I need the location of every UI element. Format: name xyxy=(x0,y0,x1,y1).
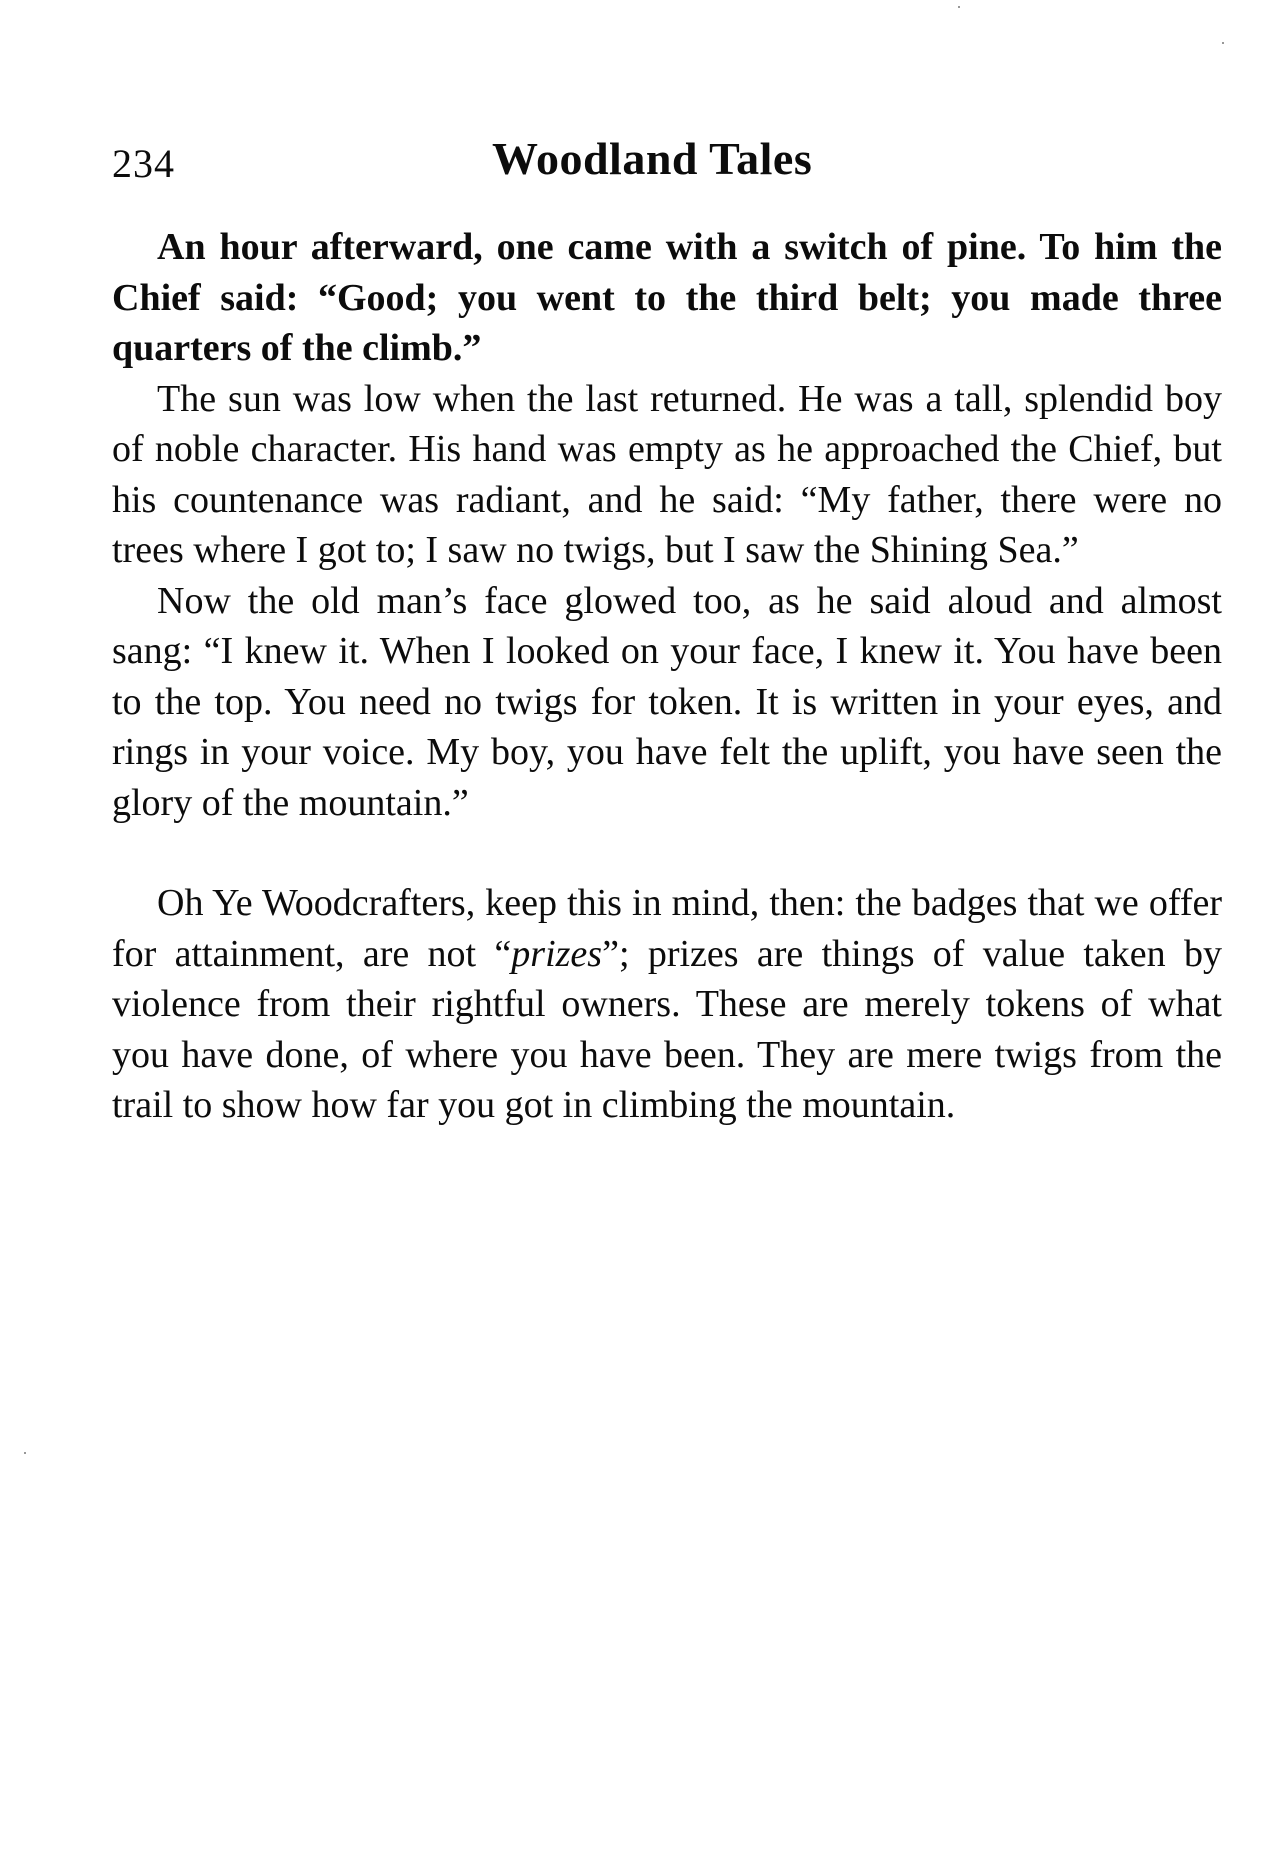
page-header xyxy=(112,132,1232,196)
paragraph-switch-of-pine: An hour afterward, one came with a switch of pine. To him the Chief said: “Good; you went to the third belt; you made three quarters of the climb.” xyxy=(112,226,1222,369)
paragraph-old-man: Now the old man’s face glowed too, as he said aloud and almost sang: “I knew it. When I looked on your face, I knew it. You have been to the top. You need no twigs for token. It is written in your eyes, and rings in your voice. My boy, you have felt the uplift, you have seen the glory of the mountain.” xyxy=(112,579,1222,824)
closing-text-end: ”; prizes are things of value taken by violence from their rightful owners. These are merely tokens of what you have done, of where you have been. They are mere twigs from the trail to show how far you got in climbing the mountain. xyxy=(112,932,1222,1126)
running-title: Woodland Tales xyxy=(492,133,813,184)
body-text xyxy=(112,222,1222,1131)
scan-speck xyxy=(24,1452,26,1454)
paragraph-last-returned: The sun was low when the last returned. He was a tall, splendid boy of noble character. His hand was empty as he approached the Chief, but his countenance was radiant, and he said: “My father, there were no trees where I got to; I saw no twigs, but I saw the Shining Sea.” xyxy=(112,377,1222,571)
page-number: 234 xyxy=(112,141,175,186)
paragraph-woodcrafters xyxy=(112,878,1222,1131)
closing-text-start: Oh Ye Woodcrafters, keep this in mind, then: the badges that we offer for attainment, are not “ xyxy=(112,882,1222,975)
section-break xyxy=(112,828,1222,878)
scan-speck xyxy=(1222,42,1224,44)
closing-emphasis: prizes xyxy=(511,932,603,975)
scan-speck xyxy=(958,6,960,8)
